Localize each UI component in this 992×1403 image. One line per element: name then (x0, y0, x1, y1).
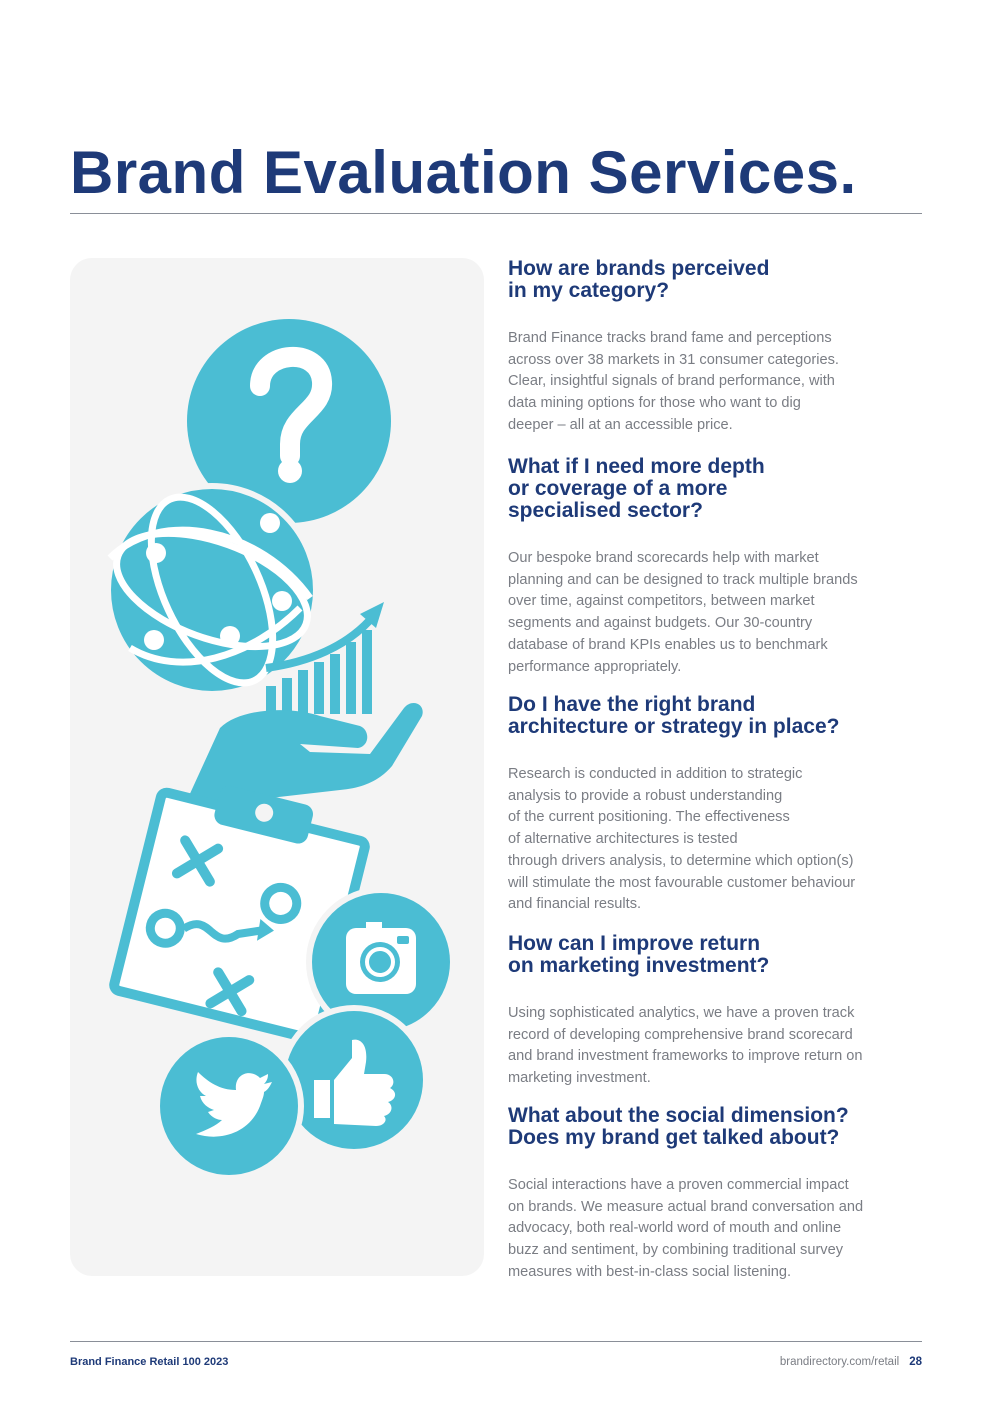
section-depth (508, 456, 928, 678)
section-question: Do I have the right brand architecture or strategy in place? (508, 693, 840, 738)
section-body: Using sophisticated analytics, we have a proven track record of developing comprehensive brand scorecard and brand investment frameworks to improve return on marketing investment. (508, 1005, 863, 1087)
section-architecture (508, 694, 928, 916)
footer-publication: Brand Finance Retail 100 2023 (70, 1356, 229, 1368)
section-question: What about the social dimension? Does my brand get talked about? (508, 1104, 849, 1149)
section-perception (508, 258, 928, 437)
section-question: How are brands perceived in my category? (508, 257, 770, 302)
page-title: Brand Evaluation Services. (70, 139, 857, 206)
footer-url[interactable]: brandirectory.com/retail (779, 1356, 900, 1368)
footer-right (780, 1356, 922, 1368)
thumbs-up-icon (282, 1008, 426, 1152)
section-question: What if I need more depth or coverage of a more specialised sector? (508, 455, 765, 522)
section-body: Social interactions have a proven commercial impact on brands. We measure actual brand conversation and advocacy, both real-world word of mouth and online buzz and sentiment, by combining traditional survey measures with best-in-class social listening. (508, 1177, 864, 1280)
twitter-bird-icon (157, 1034, 301, 1178)
section-body: Brand Finance tracks brand fame and perceptions across over 38 markets in 31 consumer categories. Clear, insightful signals of brand performance, with data mining options for those who want to dig deeper – all at an accessible price. (508, 330, 839, 433)
section-roi (508, 933, 928, 1090)
illustration (70, 258, 484, 1276)
section-social (508, 1105, 928, 1284)
footer-divider (70, 1341, 922, 1342)
section-body: Research is conducted in addition to strategic analysis to provide a robust understanding of the current positioning. The effectiveness of alternative architectures is tested through drivers analysis, to determine which option(s) will stimulate the most favourable customer behaviour and financial results. (508, 766, 856, 913)
illustration-panel (70, 258, 484, 1276)
section-question: How can I improve return on marketing investment? (508, 932, 770, 977)
section-body: Our bespoke brand scorecards help with market planning and can be designed to track multiple brands over time, against competitors, between market segments and against budgets. Our 30-country database of brand KPIs enables us to benchmark performance appropriately. (508, 550, 858, 675)
title-divider (70, 213, 922, 214)
page-number: 28 (909, 1356, 922, 1368)
